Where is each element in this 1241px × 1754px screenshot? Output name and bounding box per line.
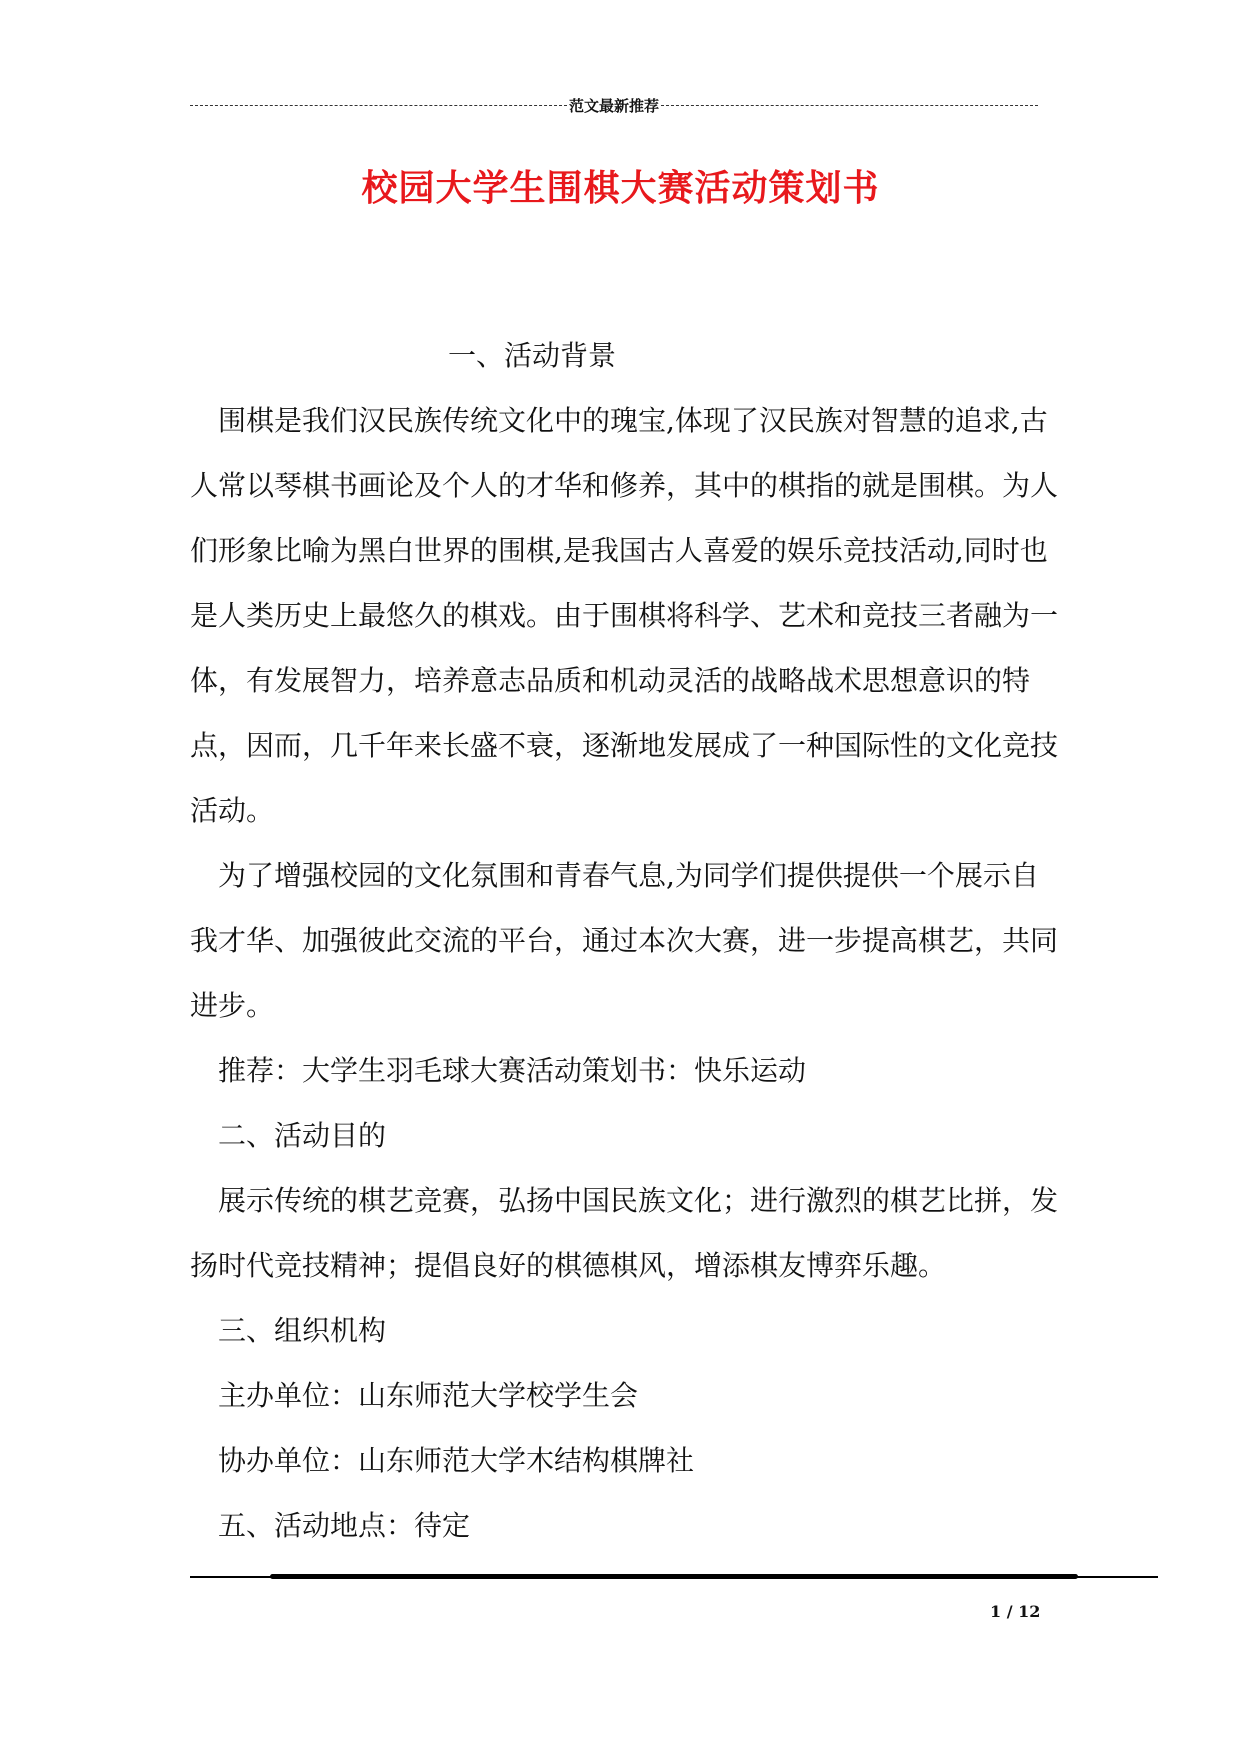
section-heading-organization: 三、组织机构	[218, 1314, 387, 1347]
organizer-line: 主办单位：山东师范大学校学生会	[218, 1379, 639, 1412]
paragraph-purpose-intro: 为了增强校园的文化氛围和青春气息,为同学们提供提供一个展示自我才华、加强彼此交流的平台，通过本次大赛，进一步提高棋艺，共同进步。	[190, 859, 1059, 1022]
page-header	[190, 90, 1038, 120]
footer-rule-thick	[270, 1574, 1078, 1579]
header-text: 范文最新推荐	[569, 96, 660, 115]
paragraph-background: 围棋是我们汉民族传统文化中的瑰宝,体现了汉民族对智慧的追求,古人常以琴棋书画论及个人的才华和修养，其中的棋指的就是围棋。为人们形象比喻为黑白世界的围棋,是我国古人喜爱的娱乐竞技活动,同时也是人类历史上最悠久的棋戏。由于围棋将科学、艺术和竞技三者融为一体，有发展智力，培养意志品质和机动灵活的战略战术思想意识的特点，因而，几千年来长盛不衰，逐渐地发展成了一种国际性的文化竞技活动。	[190, 404, 1059, 827]
header-dashed-line-right	[661, 105, 1038, 106]
page-number: 1 / 12	[990, 1602, 1041, 1621]
section-heading-background: 一、活动背景	[448, 339, 617, 372]
venue-line: 五、活动地点：待定	[218, 1509, 471, 1542]
co-organizer-line: 协办单位：山东师范大学木结构棋牌社	[218, 1444, 695, 1477]
document-body	[190, 323, 1058, 1558]
footer-rule	[190, 1576, 1158, 1578]
paragraph-goal: 展示传统的棋艺竞赛，弘扬中国民族文化；进行激烈的棋艺比拼，发扬时代竞技精神；提倡良好的棋德棋风，增添棋友博弈乐趣。	[190, 1184, 1059, 1282]
document-title: 校园大学生围棋大赛活动策划书	[361, 167, 880, 209]
header-dashed-line-left	[190, 105, 567, 106]
section-heading-goal: 二、活动目的	[218, 1119, 387, 1152]
recommendation-line: 推荐：大学生羽毛球大赛活动策划书：快乐运动	[218, 1054, 807, 1087]
